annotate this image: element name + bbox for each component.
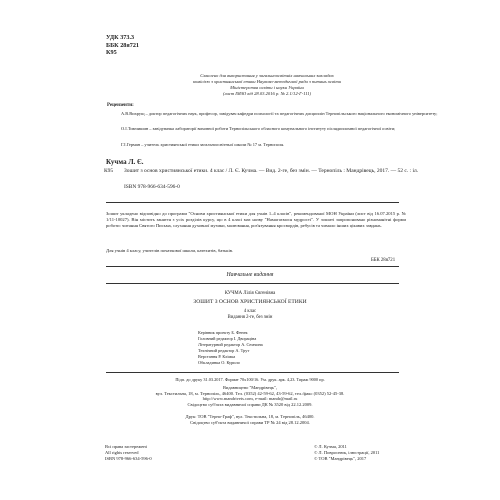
rights-block: [105, 444, 152, 461]
divider: [106, 202, 399, 203]
approval-line: (лист ІМЗО від 28.03.2016 р. № 2.1/12-Г-111): [222, 91, 312, 97]
staff-line: Літературний редактор А. Семчина: [198, 342, 263, 348]
rights-isbn: ISBN 978-966-634-596-0: [105, 455, 152, 461]
printer-line: Свідоцтво суб'єкта видавничої справи ТР № 24 від 28.12.2004.: [190, 419, 310, 425]
staff-line: Технічний редактор А. Трут: [198, 348, 250, 354]
bbk-code-right: ББК 28я721: [371, 258, 396, 263]
bbk-code: ББК 28я721: [106, 41, 140, 49]
catalog-isbn: ISBN 978-966-634-596-0: [124, 184, 180, 190]
copyright-line: © Л. Кучма, 2011: [314, 444, 347, 449]
staff-line: Верстання Р. Клімка: [198, 354, 236, 360]
publisher-info: [0, 385, 500, 408]
approval-line: Схвалено для використання у загальноосвітніх навчальних закладах: [200, 73, 334, 78]
reviewer-entry: Г.І.Герман – учитель християнської етики загальноосвітньої школи № 17 м. Тернополя.: [121, 142, 285, 147]
target-audience: Для учнів 4 класу, учителів початкової школи, катехитів, батьків.: [106, 248, 234, 253]
editorial-staff: [198, 330, 263, 367]
book-title: ЗОШИТ З ОСНОВ ХРИСТИЯНСЬКОЇ ЕТИКИ: [193, 299, 307, 305]
publisher-line: вул. Текстильна, 18, м. Тернопіль, 46400. Тел. (0352) 42-59-62, 43-59-62, тел./факс (0352) 52-45-38.: [155, 390, 345, 396]
publisher-line: http://www.mandrivets.com, e-mail: mandr@mail.ru: [202, 396, 298, 402]
book-grade: 4 клас: [243, 309, 257, 314]
book-abstract: Зошит укладено відповідно до програми "Основи християнської етики для учнів 1–4 класів", рекомендованої МОН України (лист від 16.07.2015 р. № 1/11-10027). Він містить заняття з усіх розділів курсу, що в 4 класі має назву "Намагаємося мудрості". У зошиті запропоновано різноманітні форми роботи: читання Святого Письма, слухання духовної музики, малювання, роз'язування кросвордів, ребусів та чимало інших цікавих завдань.: [106, 211, 406, 228]
edition-label: Навчальне видання: [226, 272, 274, 278]
approval-line: комісією з християнської етики Науково-методичної ради з питань освіти: [193, 79, 341, 85]
rights-line: Всі права застережені: [105, 444, 147, 449]
publisher-line: Свідоцтво суб'єкта видавничої справи ДК № 3520 від 22.12.2009.: [187, 402, 313, 408]
divider: [106, 283, 399, 284]
divider: [106, 266, 399, 267]
staff-line: Головний редактор І. Двораціна: [198, 336, 257, 342]
approval-line: Міністерства освіти і науки України: [230, 85, 304, 91]
copyright-line: © ТОВ "Мандрівець", 2017: [314, 455, 367, 461]
printer-info: [0, 414, 500, 425]
book-edition: Видання 2-ге, без змін: [227, 315, 273, 320]
copyright-block: [314, 444, 379, 461]
publisher-line: Видавництво "Мандрівець",: [222, 385, 278, 390]
reviewer-entry: О.І.Тимчишин – завідувачка лабораторії виховної роботи Тернопільського обласного комунального інституту післядипломної педагогічної освіти;: [121, 126, 396, 131]
classification-codes: [106, 34, 139, 57]
reviewer-entry: А.В.Вихрущ – доктор педагогічних наук, професор, завідувач кафедри психології та педагогічних дисциплін Тернопільського національного економічного університету;: [121, 111, 438, 116]
reviewers-heading: Рецензенти:: [107, 103, 134, 108]
rights-line: All rights reserved: [105, 449, 139, 455]
title-author: КУЧМА Лілія Євгенівна: [224, 291, 276, 296]
print-info: Підп. до друку 31.03.2017. Формат 70х100/16. Ум. друк. арк. 4,23. Тираж 9000 пр.: [175, 377, 325, 382]
udk-code: УДК 373.3: [106, 34, 135, 41]
copyright-line: © Л. Повроснюк, ілюстрації, 2011: [314, 449, 380, 455]
catalog-author: Кучма Л. Є.: [106, 158, 144, 166]
staff-line: Обкладинка О. Курило: [198, 360, 240, 366]
author-code: К95: [106, 49, 117, 56]
staff-line: Керівник проекту Б. Фенек: [198, 330, 248, 335]
divider: [106, 372, 399, 373]
catalog-code: К95: [104, 168, 114, 174]
catalog-description: Зошит з основ християнської етики. 4 клас / Л. Є. Кучма. — Вид. 2-ге, без змін. — Тернопіль : Мандрівець, 2017. — 52 с. : іл.: [124, 168, 419, 174]
printer-line: Друк: ТОВ "Терно-Граф", вул. Текстильна, 18, м. Тернопіль, 46400.: [185, 414, 315, 419]
approval-statement: [60, 73, 474, 97]
